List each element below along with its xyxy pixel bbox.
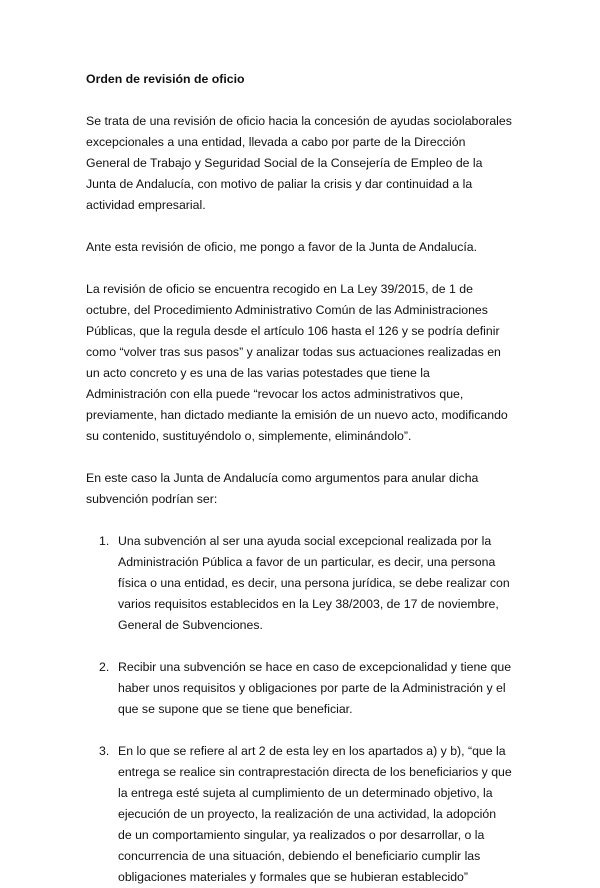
paragraph-position: Ante esta revisión de oficio, me pongo a favor de la Junta de Andalucía.	[86, 240, 478, 254]
list-item-number: 3.	[99, 744, 110, 758]
paragraph-legal-basis: La revisión de oficio se encuentra recogido en La Ley 39/2015, de 1 de octubre, del Procedimiento Administrativo Común de las Administraciones Públicas, que la regula desde el artículo 106 hasta el 126 y se podría definir como “volver tras sus pasos” y analizar todas sus actuaciones realizadas en un acto concreto y es una de las varias potestades que tiene la Administración con ella puede “revocar los actos administrativos que, previamente, han dictado mediante la emisión de un nuevo acto, modificando su contenido, sustituyéndolo o, simplemente, eliminándolo”.	[86, 282, 508, 443]
list-item-text: Una subvención al ser una ayuda social excepcional realizada por la Administración Pública a favor de un particular, es decir, una persona física o una entidad, es decir, una persona jurídica, se debe realizar con varios requisitos establecidos en la Ley 38/2003, de 17 de noviembre, General de Subvenciones.	[118, 534, 510, 632]
document-title: Orden de revisión de oficio	[86, 72, 245, 86]
list-item	[99, 531, 512, 636]
list-item	[99, 741, 512, 888]
list-item-number: 1.	[99, 534, 110, 548]
arguments-list	[86, 531, 512, 888]
list-item-text: Recibir una subvención se hace en caso de excepcionalidad y tiene que haber unos requisitos y obligaciones por parte de la Administración y el que se supone que se tiene que beneficiar.	[118, 660, 512, 716]
list-item-text: En lo que se refiere al art 2 de esta ley en los apartados a) y b), “que la entrega se realice sin contraprestación directa de los beneficiarios y que la entrega esté sujeta al cumplimiento de un determinado objetivo, la ejecución de un proyecto, la realización de una actividad, la adopción de un comportamiento singular, ya realizados o por desarrollar, o la concurrencia de una situación, debiendo el beneficiario cumplir las obligaciones materiales y formales que se hubieran establecido”	[118, 744, 512, 884]
list-item	[99, 657, 512, 720]
paragraph-arguments-intro: En este caso la Junta de Andalucía como argumentos para anular dicha subvención podrían ser:	[86, 471, 479, 506]
list-item-number: 2.	[99, 660, 110, 674]
paragraph-intro: Se trata de una revisión de oficio hacia la concesión de ayudas sociolaborales excepcionales a una entidad, llevada a cabo por parte de la Dirección General de Trabajo y Seguridad Social de la Consejería de Empleo de la Junta de Andalucía, con motivo de paliar la crisis y dar continuidad a la actividad empresarial.	[86, 114, 512, 212]
